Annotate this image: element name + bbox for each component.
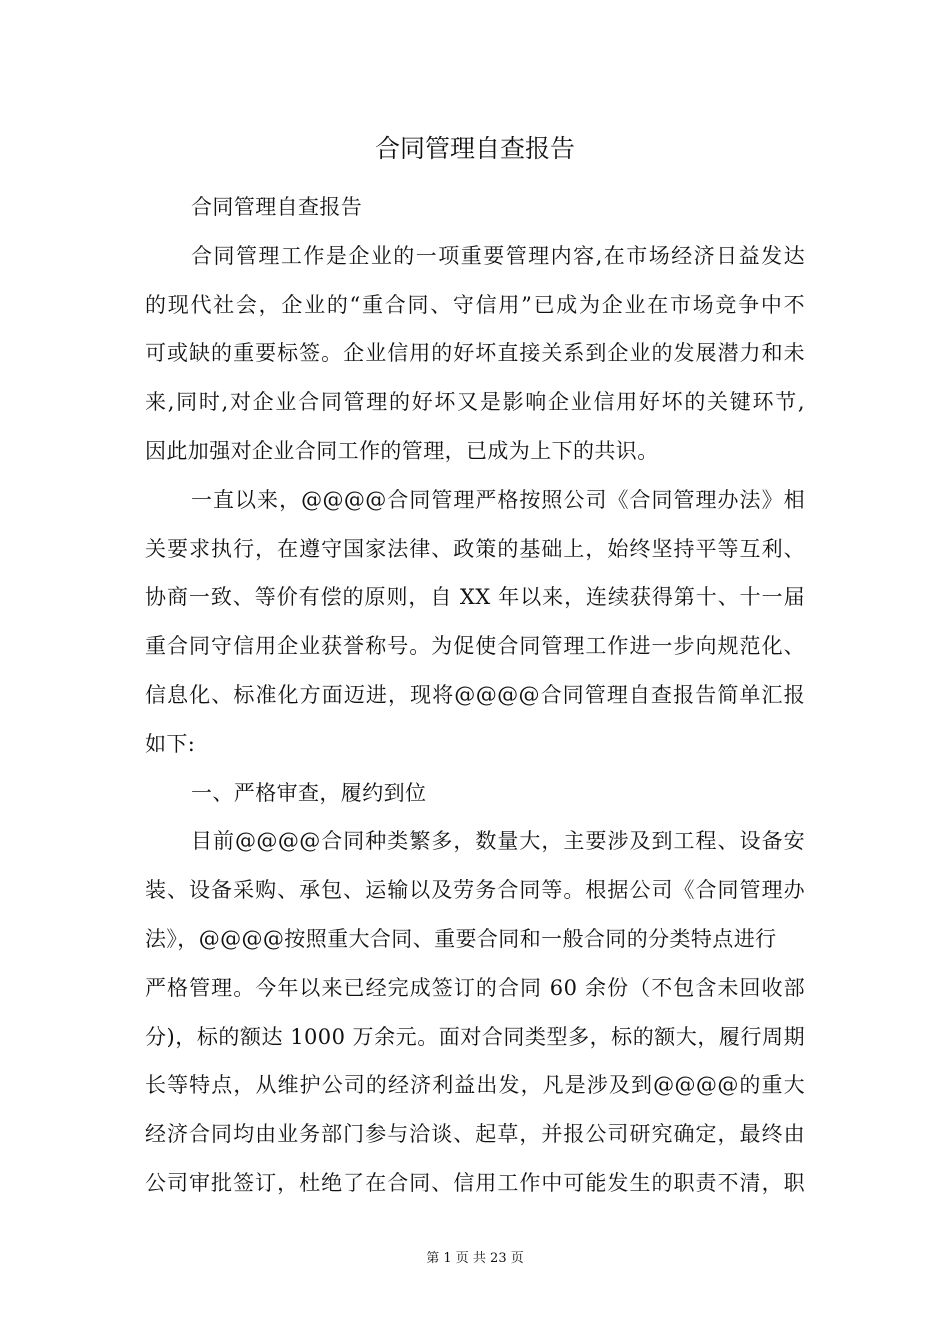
body-line: 公司审批签订，杜绝了在合同、信用工作中可能发生的职责不清，职	[145, 1170, 805, 1195]
body-line: 可或缺的重要标签。企业信用的好坏直接关系到企业的发展潜力和未	[145, 341, 805, 366]
body-line: 装、设备采购、承包、运输以及劳务合同等。根据公司《合同管理办	[145, 878, 805, 903]
document-title: 合同管理自查报告	[374, 134, 575, 163]
body-line: 严格管理。今年以来已经完成签订的合同 60 余份（不包含未回收部	[145, 975, 805, 1000]
body-line: 信息化、标准化方面迈进，现将@@@@合同管理自查报告简单汇报	[145, 682, 805, 707]
body-line: 经济合同均由业务部门参与洽谈、起草，并报公司研究确定，最终由	[145, 1122, 805, 1147]
page-number-footer: 第 1 页 共 23 页	[426, 1251, 524, 1266]
body-line: 的现代社会，企业的“重合同、守信用”已成为企业在市场竞争中不	[145, 292, 805, 317]
body-line: 分)，标的额达 1000 万余元。面对合同类型多，标的额大，履行周期	[145, 1024, 805, 1049]
body-line: 如下:	[145, 731, 196, 756]
body-line: 重合同守信用企业获誉称号。为促使合同管理工作进一步向规范化、	[145, 634, 805, 659]
body-line: 因此加强对企业合同工作的管理，已成为上下的共识。	[145, 438, 659, 463]
document-body	[145, 183, 805, 1208]
body-line: 法》，@@@@按照重大合同、重要合同和一般合同的分类特点进行	[145, 926, 777, 951]
body-line: 一、严格审查，履约到位	[191, 780, 427, 805]
body-line: 来,同时,对企业合同管理的好坏又是影响企业信用好坏的关键环节,	[145, 390, 805, 415]
body-line: 合同管理自查报告	[191, 195, 363, 219]
body-line: 一直以来，@@@@合同管理严格按照公司《合同管理办法》相	[191, 487, 805, 512]
body-line: 合同管理工作是企业的一项重要管理内容,在市场经济日益发达	[191, 243, 805, 268]
body-line: 关要求执行，在遵守国家法律、政策的基础上，始终坚持平等互利、	[145, 536, 805, 561]
body-line: 协商一致、等价有偿的原则，自 XX 年以来，连续获得第十、十一届	[145, 585, 805, 610]
body-line: 长等特点，从维护公司的经济利益出发，凡是涉及到@@@@的重大	[145, 1073, 805, 1098]
body-line: 目前@@@@合同种类繁多，数量大，主要涉及到工程、设备安	[191, 829, 805, 854]
